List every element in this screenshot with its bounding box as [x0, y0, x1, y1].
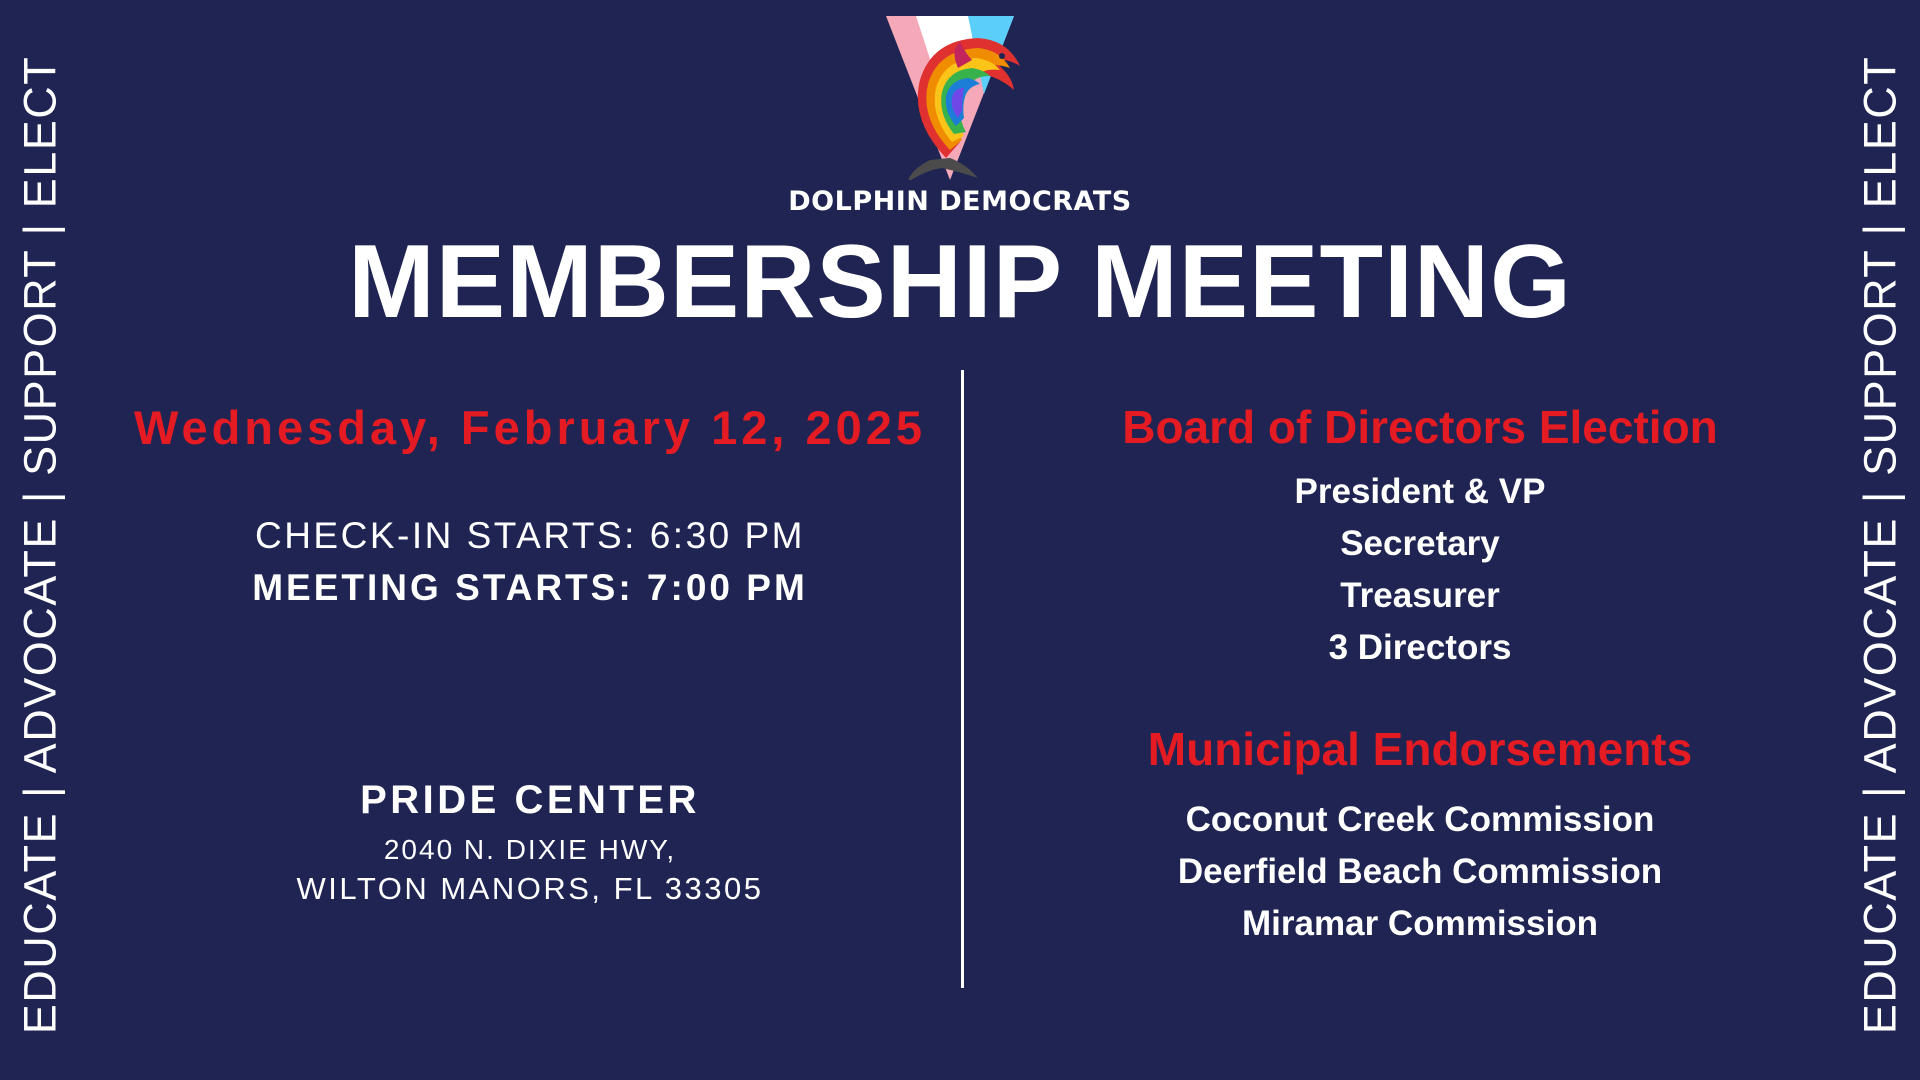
left-side-banner [0, 0, 80, 1080]
board-position-item: President & VP [1294, 472, 1546, 511]
organization-name: DOLPHIN DEMOCRATS [788, 186, 1132, 217]
meeting-start-time: MEETING STARTS: 7:00 PM [252, 567, 808, 608]
municipal-endorsement-item: Deerfield Beach Commission [1177, 852, 1663, 891]
agenda-column [980, 0, 1860, 1080]
board-position-item: Secretary [1340, 524, 1500, 563]
venue-address-line2: WILTON MANORS, FL 33305 [296, 871, 764, 906]
venue-name: PRIDE CENTER [360, 778, 700, 822]
municipal-endorsement-item: Miramar Commission [1242, 904, 1598, 943]
column-divider [961, 370, 964, 988]
municipal-endorsement-item: Coconut Creek Commission [1185, 800, 1655, 839]
right-banner-text: EDUCATE | ADVOCATE | SUPPORT | ELECT [1854, 55, 1906, 1035]
page-title: MEMBERSHIP MEETING [348, 224, 1572, 340]
event-details-column [110, 0, 950, 1080]
check-in-time: CHECK-IN STARTS: 6:30 PM [254, 515, 805, 556]
venue-address-line1: 2040 N. DIXIE HWY, [383, 834, 677, 865]
left-banner-text: EDUCATE | ADVOCATE | SUPPORT | ELECT [14, 55, 66, 1035]
municipal-endorsements-heading: Municipal Endorsements [1147, 723, 1693, 775]
board-position-item: 3 Directors [1328, 628, 1512, 667]
board-position-item: Treasurer [1340, 576, 1500, 615]
event-date: Wednesday, February 12, 2025 [133, 401, 927, 454]
board-election-heading: Board of Directors Election [1122, 401, 1718, 453]
